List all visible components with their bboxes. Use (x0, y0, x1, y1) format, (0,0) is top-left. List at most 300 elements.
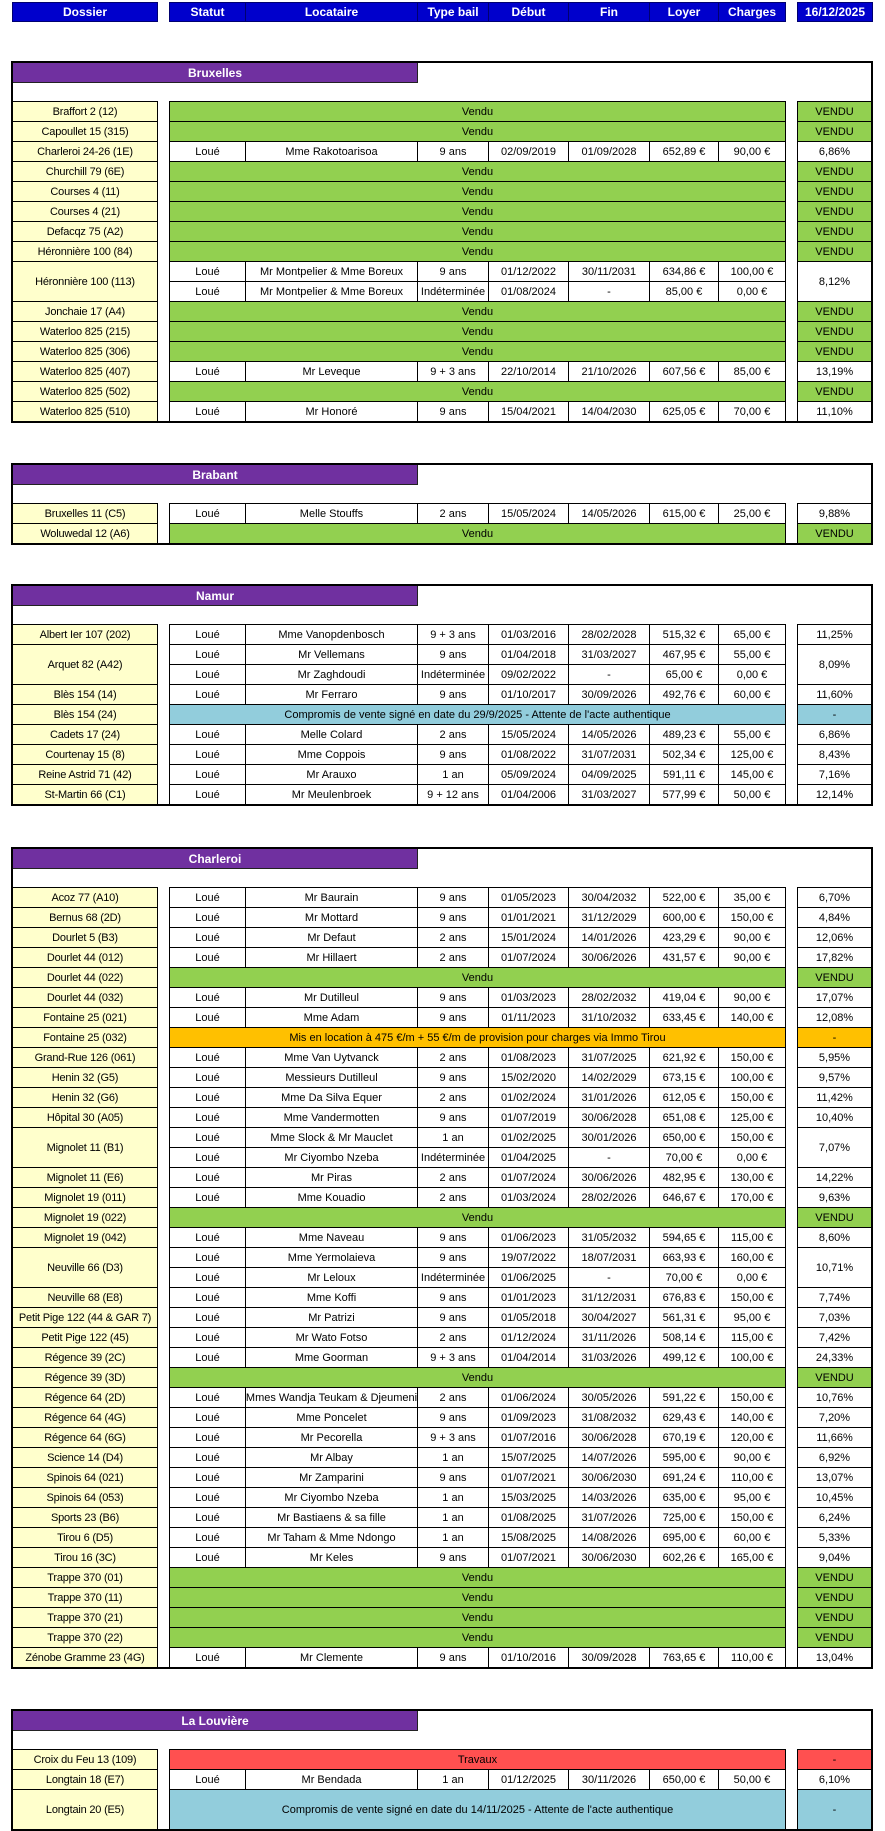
dossier-cell: Fontaine 25 (032) (12, 1027, 158, 1048)
yield-cell: VENDU (797, 1627, 872, 1648)
table-row (0, 1127, 885, 1168)
yield-cell: - (797, 1789, 872, 1830)
rent-cell: 646,67 € (649, 1187, 719, 1208)
yield-cell: VENDU (797, 1607, 872, 1628)
dossier-cell: Albert Ier 107 (202) (12, 624, 158, 645)
rent-cell: 492,76 € (649, 684, 719, 705)
status-cell: Loué (169, 1507, 246, 1528)
status-cell: Loué (169, 1527, 246, 1548)
dossier-cell: Zénobe Gramme 23 (4G) (12, 1647, 158, 1668)
yield-cell: VENDU (797, 1587, 872, 1608)
rent-cell: 763,65 € (649, 1647, 719, 1668)
charges-cell: 150,00 € (718, 1387, 786, 1408)
tenant-cell: Mr Ciyombo Nzeba (245, 1147, 418, 1168)
dossier-cell: Capoullet 15 (315) (12, 121, 158, 142)
rent-cell: 591,11 € (649, 764, 719, 785)
tenant-cell: Mme Vanopdenbosch (245, 624, 418, 645)
dossier-cell: Spinois 64 (021) (12, 1467, 158, 1488)
rent-cell: 615,00 € (649, 503, 719, 524)
rent-cell: 673,15 € (649, 1067, 719, 1088)
start-date-cell: 01/07/2024 (488, 947, 569, 968)
lease-type-cell: 9 ans (417, 644, 489, 665)
table-row (0, 261, 885, 302)
column-header-statut: Statut (169, 2, 246, 22)
rent-cell: 577,99 € (649, 784, 719, 805)
rent-cell: 612,05 € (649, 1087, 719, 1108)
yield-cell: 6,24% (797, 1507, 872, 1528)
yield-cell: 6,70% (797, 887, 872, 908)
status-banner-vendu: Vendu (169, 121, 786, 142)
start-date-cell: 22/10/2014 (488, 361, 569, 382)
lease-type-cell: 2 ans (417, 1327, 489, 1348)
end-date-cell: 30/06/2030 (568, 1547, 650, 1568)
status-cell: Loué (169, 784, 246, 805)
lease-type-cell: 9 ans (417, 1227, 489, 1248)
dossier-cell: Woluwedal 12 (A6) (12, 523, 158, 544)
tenant-cell: Mr Dutilleul (245, 987, 418, 1008)
end-date-cell: 14/08/2026 (568, 1527, 650, 1548)
tenant-cell: Mr Zaghdoudi (245, 664, 418, 685)
table-row (0, 1067, 885, 1088)
dossier-cell: Spinois 64 (053) (12, 1487, 158, 1508)
end-date-cell: 30/04/2027 (568, 1307, 650, 1328)
table-row (0, 523, 885, 544)
table-row (0, 1769, 885, 1790)
yield-cell: 5,95% (797, 1047, 872, 1068)
status-cell: Loué (169, 1307, 246, 1328)
table-row (0, 101, 885, 122)
start-date-cell: 19/07/2022 (488, 1247, 569, 1268)
yield-cell: 9,04% (797, 1547, 872, 1568)
tenant-cell: Mme Da Silva Equer (245, 1087, 418, 1108)
yield-cell: 11,10% (797, 401, 872, 422)
rent-cell: 650,00 € (649, 1127, 719, 1148)
lease-type-cell: 1 an (417, 1507, 489, 1528)
table-row (0, 724, 885, 745)
table-row (0, 381, 885, 402)
charges-cell: 50,00 € (718, 1769, 786, 1790)
status-banner-vendu: Vendu (169, 241, 786, 262)
rent-cell: 634,86 € (649, 261, 719, 282)
start-date-cell: 15/03/2025 (488, 1487, 569, 1508)
charges-cell: 120,00 € (718, 1427, 786, 1448)
start-date-cell: 01/07/2021 (488, 1547, 569, 1568)
status-banner-vendu: Vendu (169, 101, 786, 122)
rent-cell: 70,00 € (649, 1147, 719, 1168)
start-date-cell: 15/07/2025 (488, 1447, 569, 1468)
status-banner-vendu: Vendu (169, 1207, 786, 1228)
start-date-cell: 01/01/2023 (488, 1287, 569, 1308)
start-date-cell: 01/01/2021 (488, 907, 569, 928)
yield-cell: 7,16% (797, 764, 872, 785)
table-row (0, 161, 885, 182)
yield-cell: 10,76% (797, 1387, 872, 1408)
lease-type-cell: 9 ans (417, 887, 489, 908)
end-date-cell: 30/09/2026 (568, 684, 650, 705)
dossier-cell: Science 14 (D4) (12, 1447, 158, 1468)
status-cell: Loué (169, 1247, 246, 1268)
start-date-cell: 01/04/2014 (488, 1347, 569, 1368)
rent-cell: 607,56 € (649, 361, 719, 382)
charges-cell: 0,00 € (718, 1147, 786, 1168)
status-cell: Loué (169, 1347, 246, 1368)
section-charleroi (0, 847, 885, 1669)
dossier-cell: Henin 32 (G6) (12, 1087, 158, 1108)
table-row (0, 644, 885, 685)
status-cell: Loué (169, 261, 246, 282)
tenant-cell: Mr Keles (245, 1547, 418, 1568)
end-date-cell: 31/08/2032 (568, 1407, 650, 1428)
charges-cell: 150,00 € (718, 1127, 786, 1148)
table-row (0, 947, 885, 968)
table-row (0, 967, 885, 988)
lease-type-cell: 9 + 3 ans (417, 1427, 489, 1448)
rent-cell: 691,24 € (649, 1467, 719, 1488)
lease-type-cell: 9 ans (417, 987, 489, 1008)
yield-cell: VENDU (797, 523, 872, 544)
lease-type-cell: 9 + 3 ans (417, 624, 489, 645)
yield-cell: 10,45% (797, 1487, 872, 1508)
dossier-cell: Héronnière 100 (113) (12, 261, 158, 302)
end-date-cell: 31/03/2027 (568, 784, 650, 805)
start-date-cell: 09/02/2022 (488, 664, 569, 685)
table-row (0, 1547, 885, 1568)
lease-type-cell: 9 + 3 ans (417, 361, 489, 382)
charges-cell: 115,00 € (718, 1227, 786, 1248)
rent-cell: 502,34 € (649, 744, 719, 765)
charges-cell: 0,00 € (718, 1267, 786, 1288)
end-date-cell: 31/03/2026 (568, 1347, 650, 1368)
tenant-cell: Mr Hillaert (245, 947, 418, 968)
tenant-cell: Melle Colard (245, 724, 418, 745)
tenant-cell: Mr Honoré (245, 401, 418, 422)
dossier-cell: Henin 32 (G5) (12, 1067, 158, 1088)
column-header-dossier: Dossier (12, 2, 158, 22)
table-row (0, 704, 885, 725)
dossier-cell: Fontaine 25 (021) (12, 1007, 158, 1028)
charges-cell: 95,00 € (718, 1307, 786, 1328)
status-banner-compromis: Compromis de vente signé en date du 29/9/2025 - Attente de l'acte authentique (169, 704, 786, 725)
dossier-cell: Waterloo 825 (407) (12, 361, 158, 382)
table-row (0, 1347, 885, 1368)
table-row (0, 1327, 885, 1348)
yield-cell: 17,07% (797, 987, 872, 1008)
status-cell: Loué (169, 644, 246, 665)
dossier-cell: Trappe 370 (21) (12, 1607, 158, 1628)
dossier-cell: St-Martin 66 (C1) (12, 784, 158, 805)
tenant-cell: Mr Meulenbroek (245, 784, 418, 805)
yield-cell: 6,86% (797, 141, 872, 162)
dossier-cell: Charleroi 24-26 (1E) (12, 141, 158, 162)
lease-type-cell: 9 ans (417, 1407, 489, 1428)
tenant-cell: Mme Koffi (245, 1287, 418, 1308)
end-date-cell: 14/05/2026 (568, 724, 650, 745)
end-date-cell: 31/07/2025 (568, 1047, 650, 1068)
status-cell: Loué (169, 1227, 246, 1248)
start-date-cell: 01/05/2018 (488, 1307, 569, 1328)
rent-cell: 499,12 € (649, 1347, 719, 1368)
yield-cell: 24,33% (797, 1347, 872, 1368)
tenant-cell: Mr Vellemans (245, 644, 418, 665)
tenant-cell: Mr Baurain (245, 887, 418, 908)
status-banner-vendu: Vendu (169, 181, 786, 202)
charges-cell: 125,00 € (718, 1107, 786, 1128)
status-cell: Loué (169, 1007, 246, 1028)
table-row (0, 1789, 885, 1830)
status-cell: Loué (169, 724, 246, 745)
end-date-cell: 28/02/2032 (568, 987, 650, 1008)
charges-cell: 160,00 € (718, 1247, 786, 1268)
tenant-cell: Mme Yermolaieva (245, 1247, 418, 1268)
lease-type-cell: 9 ans (417, 1287, 489, 1308)
dossier-cell: Trappe 370 (22) (12, 1627, 158, 1648)
lease-type-cell: 2 ans (417, 1087, 489, 1108)
charges-cell: 140,00 € (718, 1007, 786, 1028)
yield-cell: 14,22% (797, 1167, 872, 1188)
charges-cell: 70,00 € (718, 401, 786, 422)
dossier-cell: Defacqz 75 (A2) (12, 221, 158, 242)
dossier-cell: Acoz 77 (A10) (12, 887, 158, 908)
end-date-cell: 31/12/2029 (568, 907, 650, 928)
rent-cell: 515,32 € (649, 624, 719, 645)
lease-type-cell: Indéterminée (417, 1147, 489, 1168)
tenant-cell: Mr Leveque (245, 361, 418, 382)
start-date-cell: 01/06/2024 (488, 1387, 569, 1408)
tenant-cell: Mr Pecorella (245, 1427, 418, 1448)
tenant-cell: Mr Defaut (245, 927, 418, 948)
start-date-cell: 01/04/2025 (488, 1147, 569, 1168)
yield-cell: VENDU (797, 101, 872, 122)
end-date-cell: 30/01/2026 (568, 1127, 650, 1148)
rent-cell: 625,05 € (649, 401, 719, 422)
table-row (0, 764, 885, 785)
lease-type-cell: 2 ans (417, 503, 489, 524)
lease-type-cell: 9 ans (417, 1547, 489, 1568)
dossier-cell: Bruxelles 11 (C5) (12, 503, 158, 524)
start-date-cell: 15/01/2024 (488, 927, 569, 948)
table-row (0, 1287, 885, 1308)
yield-cell: 8,43% (797, 744, 872, 765)
rent-cell: 85,00 € (649, 281, 719, 302)
status-cell: Loué (169, 1267, 246, 1288)
end-date-cell: 14/04/2030 (568, 401, 650, 422)
dossier-cell: Waterloo 825 (306) (12, 341, 158, 362)
rent-cell: 670,19 € (649, 1427, 719, 1448)
dossier-cell: Neuville 68 (E8) (12, 1287, 158, 1308)
charges-cell: 90,00 € (718, 1447, 786, 1468)
charges-cell: 150,00 € (718, 1087, 786, 1108)
yield-cell: 13,19% (797, 361, 872, 382)
status-banner-vendu: Vendu (169, 1627, 786, 1648)
dossier-cell: Longtain 18 (E7) (12, 1769, 158, 1790)
yield-cell: 5,33% (797, 1527, 872, 1548)
status-banner-vendu: Vendu (169, 1367, 786, 1388)
lease-type-cell: 9 ans (417, 744, 489, 765)
yield-cell: 8,09% (797, 644, 872, 685)
end-date-cell: - (568, 281, 650, 302)
status-cell: Loué (169, 1047, 246, 1068)
tenant-cell: Mr Clemente (245, 1647, 418, 1668)
yield-cell: - (797, 1749, 872, 1770)
charges-cell: 85,00 € (718, 361, 786, 382)
lease-type-cell: 9 ans (417, 684, 489, 705)
dossier-cell: Régence 39 (3D) (12, 1367, 158, 1388)
lease-type-cell: 9 ans (417, 907, 489, 928)
start-date-cell: 01/08/2022 (488, 744, 569, 765)
end-date-cell: 04/09/2025 (568, 764, 650, 785)
end-date-cell: 28/02/2028 (568, 624, 650, 645)
start-date-cell: 02/09/2019 (488, 141, 569, 162)
dossier-cell: Blès 154 (14) (12, 684, 158, 705)
status-cell: Loué (169, 1087, 246, 1108)
tenant-cell: Mr Taham & Mme Ndongo (245, 1527, 418, 1548)
dossier-cell: Waterloo 825 (510) (12, 401, 158, 422)
yield-cell: VENDU (797, 381, 872, 402)
status-banner-compromis: Compromis de vente signé en date du 14/11/2025 - Attente de l'acte authentique (169, 1789, 786, 1830)
lease-type-cell: 9 ans (417, 1107, 489, 1128)
start-date-cell: 01/06/2025 (488, 1267, 569, 1288)
status-cell: Loué (169, 1487, 246, 1508)
charges-cell: 90,00 € (718, 141, 786, 162)
column-header-fin: Fin (568, 2, 650, 22)
status-banner-vendu: Vendu (169, 321, 786, 342)
charges-cell: 150,00 € (718, 1047, 786, 1068)
rent-cell: 591,22 € (649, 1387, 719, 1408)
charges-cell: 115,00 € (718, 1327, 786, 1348)
start-date-cell: 01/06/2023 (488, 1227, 569, 1248)
end-date-cell: 31/11/2026 (568, 1327, 650, 1348)
dossier-cell: Mignolet 11 (E6) (12, 1167, 158, 1188)
yield-cell: 13,07% (797, 1467, 872, 1488)
yield-cell: 7,07% (797, 1127, 872, 1168)
table-row (0, 744, 885, 765)
charges-cell: 150,00 € (718, 1507, 786, 1528)
charges-cell: 170,00 € (718, 1187, 786, 1208)
charges-cell: 55,00 € (718, 724, 786, 745)
yield-cell: - (797, 1027, 872, 1048)
table-row (0, 887, 885, 908)
status-cell: Loué (169, 1127, 246, 1148)
status-cell: Loué (169, 684, 246, 705)
dossier-cell: Mignolet 11 (B1) (12, 1127, 158, 1168)
status-cell: Loué (169, 1147, 246, 1168)
dossier-cell: Régence 39 (2C) (12, 1347, 158, 1368)
table-row (0, 401, 885, 422)
dossier-cell: Reine Astrid 71 (42) (12, 764, 158, 785)
charges-cell: 145,00 € (718, 764, 786, 785)
status-cell: Loué (169, 1647, 246, 1668)
charges-cell: 50,00 € (718, 784, 786, 805)
lease-type-cell: 1 an (417, 1487, 489, 1508)
rent-cell: 70,00 € (649, 1267, 719, 1288)
tenant-cell: Mr Piras (245, 1167, 418, 1188)
status-banner-vendu: Vendu (169, 523, 786, 544)
status-cell: Loué (169, 1387, 246, 1408)
section-title: Brabant (13, 465, 418, 485)
charges-cell: 65,00 € (718, 624, 786, 645)
tenant-cell: Mme Poncelet (245, 1407, 418, 1428)
yield-cell: 17,82% (797, 947, 872, 968)
yield-cell: 11,66% (797, 1427, 872, 1448)
start-date-cell: 15/02/2020 (488, 1067, 569, 1088)
dossier-cell: Dourlet 44 (012) (12, 947, 158, 968)
start-date-cell: 01/12/2022 (488, 261, 569, 282)
yield-cell: 10,40% (797, 1107, 872, 1128)
charges-cell: 60,00 € (718, 684, 786, 705)
rent-cell: 602,26 € (649, 1547, 719, 1568)
table-row (0, 1647, 885, 1668)
start-date-cell: 01/10/2017 (488, 684, 569, 705)
lease-type-cell: 9 ans (417, 1647, 489, 1668)
rent-cell: 600,00 € (649, 907, 719, 928)
lease-type-cell: 2 ans (417, 947, 489, 968)
dossier-cell: Petit Pige 122 (45) (12, 1327, 158, 1348)
charges-cell: 125,00 € (718, 744, 786, 765)
start-date-cell: 01/08/2024 (488, 281, 569, 302)
lease-type-cell: Indéterminée (417, 1267, 489, 1288)
tenant-cell: Melle Stouffs (245, 503, 418, 524)
table-row (0, 1227, 885, 1248)
dossier-cell: Dourlet 5 (B3) (12, 927, 158, 948)
end-date-cell: 30/11/2026 (568, 1769, 650, 1790)
column-header-charges: Charges (718, 2, 786, 22)
yield-cell: 12,08% (797, 1007, 872, 1028)
table-row (0, 1187, 885, 1208)
status-cell: Loué (169, 927, 246, 948)
table-row (0, 1407, 885, 1428)
rent-cell: 594,65 € (649, 1227, 719, 1248)
tenant-cell: Mme Coppois (245, 744, 418, 765)
start-date-cell: 01/10/2016 (488, 1647, 569, 1668)
table-row (0, 1247, 885, 1288)
tenant-cell: Mme Vandermotten (245, 1107, 418, 1128)
tenant-cell: Mr Albay (245, 1447, 418, 1468)
start-date-cell: 01/03/2023 (488, 987, 569, 1008)
status-cell: Loué (169, 664, 246, 685)
status-banner-vendu: Vendu (169, 967, 786, 988)
status-banner-vendu: Vendu (169, 201, 786, 222)
dossier-cell: Waterloo 825 (502) (12, 381, 158, 402)
end-date-cell: 31/07/2026 (568, 1507, 650, 1528)
status-cell: Loué (169, 503, 246, 524)
start-date-cell: 01/04/2006 (488, 784, 569, 805)
section-namur (0, 584, 885, 806)
end-date-cell: 14/07/2026 (568, 1447, 650, 1468)
yield-cell: 8,60% (797, 1227, 872, 1248)
status-cell: Loué (169, 1327, 246, 1348)
status-cell: Loué (169, 764, 246, 785)
yield-cell: VENDU (797, 241, 872, 262)
rent-cell: 489,23 € (649, 724, 719, 745)
table-row (0, 1047, 885, 1068)
lease-type-cell: 2 ans (417, 1167, 489, 1188)
end-date-cell: 31/07/2031 (568, 744, 650, 765)
end-date-cell: 30/11/2031 (568, 261, 650, 282)
dossier-cell: Bernus 68 (2D) (12, 907, 158, 928)
yield-cell: 7,20% (797, 1407, 872, 1428)
lease-type-cell: 2 ans (417, 1047, 489, 1068)
charges-cell: 130,00 € (718, 1167, 786, 1188)
lease-type-cell: 1 an (417, 764, 489, 785)
rent-cell: 65,00 € (649, 664, 719, 685)
lease-type-cell: 1 an (417, 1769, 489, 1790)
rent-cell: 419,04 € (649, 987, 719, 1008)
status-cell: Loué (169, 1067, 246, 1088)
start-date-cell: 01/08/2025 (488, 1507, 569, 1528)
status-cell: Loué (169, 1107, 246, 1128)
table-row (0, 1007, 885, 1028)
rent-cell: 629,43 € (649, 1407, 719, 1428)
